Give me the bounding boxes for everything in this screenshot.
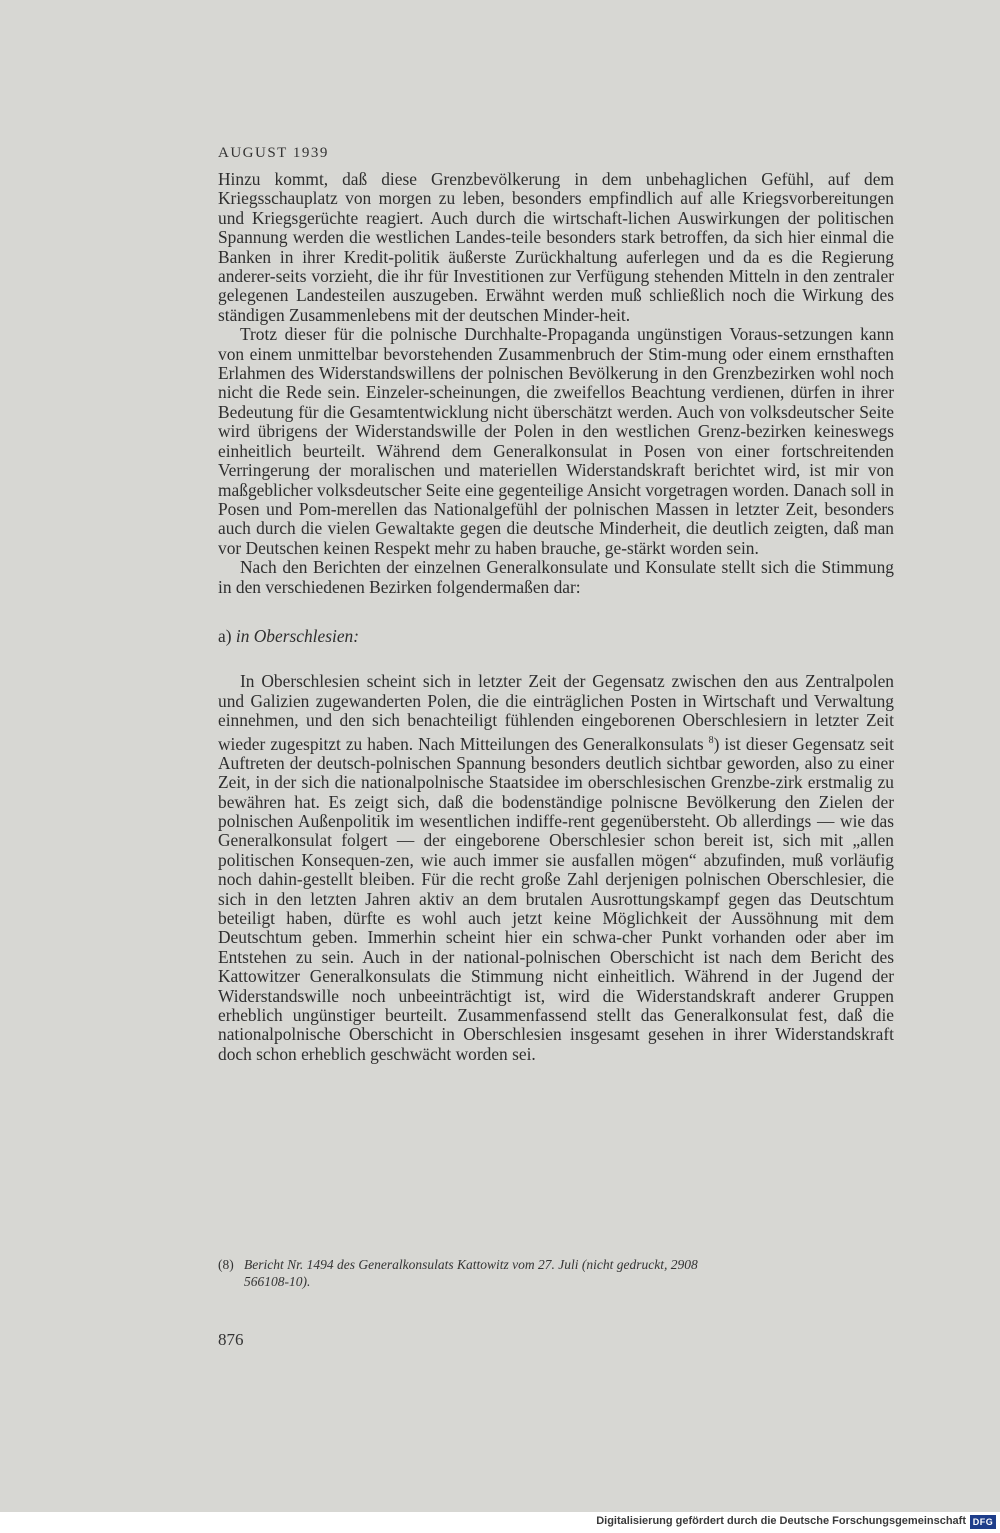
page-number: 876 [218, 1330, 244, 1349]
section-title: in Oberschlesien: [235, 625, 360, 646]
dfg-logo-icon: DFG [970, 1515, 996, 1529]
paragraph-1: Hinzu kommt, daß diese Grenzbevölkerung in dem unbehaglichen Gefühl, auf dem Kriegsschauplatz von morgen zu leben, besonders empfindlich auf alle Kriegsvorbereitungen und Kriegsgerüchte reagiert. Auch durch die wirtschaft-lichen Auswirkungen der politischen Spannung werden die westlichen Landes-teile besonders stark betroffen, da sich hier einmal die Banken in ihrer Kredit-politik äußerste Zurückhaltung auferlegen und da es die Regierung anderer-seits vorzieht, die ihr für Investitionen zur Verfügung stehenden Mitteln in den zentraler gelegenen Landesteilen auszugeben. Erwähnt werden muß schließlich noch die Wirkung des ständigen Zusammenlebens mit der deutschen Minder-heit. [218, 169, 894, 325]
funding-footer-bar [0, 1512, 1000, 1533]
paragraph-3: Nach den Berichten der einzelnen Generalkonsulate und Konsulate stellt sich die Stimmung in den verschiedenen Bezirken folgendermaßen dar: [218, 557, 894, 597]
paragraph-2: Trotz dieser für die polnische Durchhalte-Propaganda ungünstigen Voraus-setzungen kann von einem unmittelbar bevorstehenden Zusammenbruch der Stim-mung oder einem ernsthaften Erlahmen des Widerstandswillens der polnischen Bevölkerung in den Grenzbezirken wohl noch nicht die Rede sein. Einzeler-scheinungen, die zweifellos Beachtung verdienen, dürfen in ihrer Bedeutung für die Gesamtentwicklung nicht überschätzt werden. Auch von volksdeutscher Seite wird übrigens der Widerstandswille der Polen in den westlichen Grenz-bezirken keineswegs einheitlich beurteilt. Während dem Generalkonsulat in Posen von einer fortschreitenden Verringerung der moralischen und materiellen Widerstandskraft berichtet wird, ist mir von maßgeblicher volksdeutscher Seite eine gegenteilige Ansicht vorgetragen worden. Danach soll in Posen und Pom-merellen das Nationalgefühl der polnischen Massen in letzter Zeit, besonders auch durch die vielen Gewaltakte gegen die deutsche Minderheit, die deutlich zeigten, daß man vor Deutschen keinen Respekt mehr zu haben brauche, ge-stärkt worden sein. [218, 324, 894, 558]
footnote-text: Bericht Nr. 1494 des Generalkonsulats Kattowitz vom 27. Juli (nicht gedruckt, 2908 [244, 1257, 698, 1272]
footnote-text-continued: 566108-10). [244, 1274, 311, 1289]
section-heading [218, 627, 894, 646]
running-head: AUGUST 1939 [218, 145, 329, 161]
footnote [218, 1256, 894, 1290]
paragraph-oberschlesien-part-1: In Oberschlesien scheint sich in letzter Zeit der Gegensatz zwischen den aus Zentralpolen und Galizien zugewanderten Polen, die die einträglichen Posten in Wirtschaft und Verwaltung einnehmen, und den sich benachteiligt fühlenden eingeborenen Oberschlesiern in letzter Zeit wieder zugespitzt zu haben. Nach Mitteilungen des Generalkonsulats [218, 671, 894, 754]
footnote-reference: 8 [708, 734, 714, 746]
section-label: a) [218, 625, 232, 646]
paragraph-oberschlesien-part-2: ) ist dieser Gegensatz seit Auftreten der deutsch-polnischen Spannung besonders deutlich sichtbar geworden, also zu einer Zeit, in der sich die nationalpolnische Staatsidee im oberschlesischen Grenzbe-zirk erstmalig zu bewähren hat. Es zeigt sich, daß die bodenständige polniscne Bevölkerung den Zielen der polnischen Außenpolitik im wesentlichen indiffe-rent gegenübersteht. Ob allerdings — wie das Generalkonsulat folgert — der eingeborene Oberschlesier schon bereit ist, sich mit „allen politischen Konsequen-zen, wie auch immer sie ausfallen mögen“ abzufinden, muß vorläufig noch dahin-gestellt bleiben. Für die recht große Zahl derjenigen polnischen Oberschlesier, die sich in den letzten Jahren aktiv an dem brutalen Ausrottungskampf gegen das Deutschtum beteiligt haben, dürfte es wohl auch jetzt keine Möglichkeit der Aussöhnung mit dem Deutschtum geben. Immerhin scheint hier ein schwa-cher Punkt vorhanden oder aber im Entstehen zu sein. Auch in der national-polnischen Oberschicht ist nach dem Bericht des Kattowitzer Generalkonsulats die Stimmung nicht einheitlich. Während in der Jugend der Widerstandswille noch unbeeinträchtigt ist, wird die Widerstandskraft anderer Gruppen erheblich ungünstiger beurteilt. Zusammenfassend stellt das Generalkonsulat fest, daß die nationalpolnische Oberschicht in Oberschlesien insgesamt gesehen in ihrer Widerstandskraft doch schon erheblich geschwächt worden sei. [218, 733, 894, 1064]
body-text [218, 170, 894, 1064]
footnote-marker: (8) [218, 1257, 234, 1272]
paragraph-oberschlesien [218, 672, 894, 1064]
funding-credit: Digitalisierung gefördert durch die Deutsche Forschungsgemeinschaft [596, 1515, 966, 1527]
